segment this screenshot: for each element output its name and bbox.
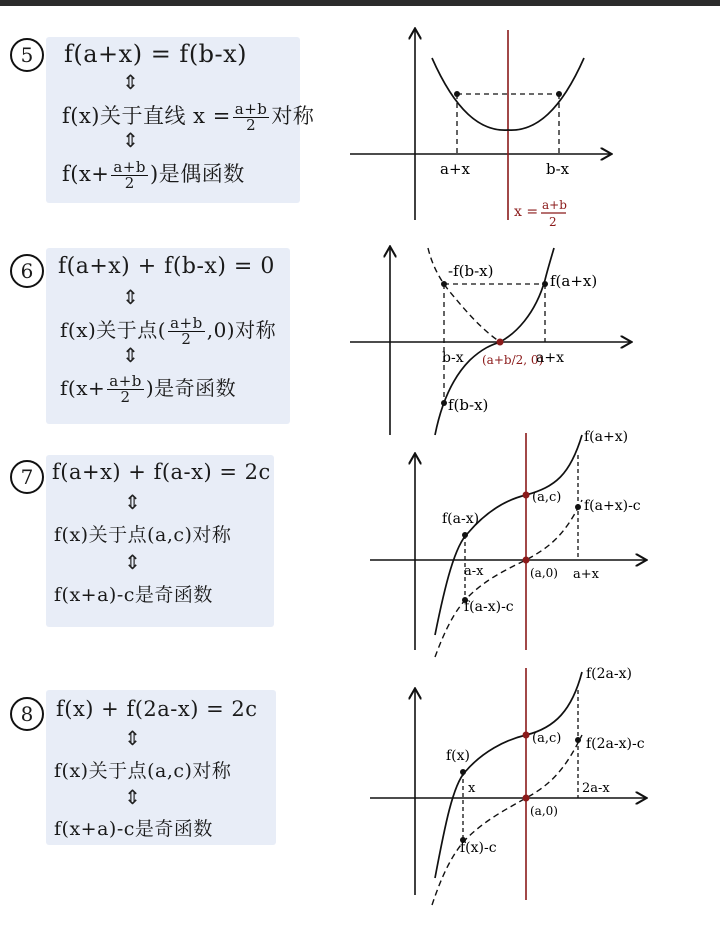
fraction bbox=[107, 374, 144, 405]
label-2ax: 2a-x bbox=[582, 781, 610, 796]
equivalence-arrow: ⇕ bbox=[124, 785, 141, 809]
equation: f(a+x) + f(b-x) = 0 bbox=[58, 254, 275, 279]
point bbox=[460, 769, 466, 775]
fraction-numerator: a+b bbox=[170, 314, 203, 332]
label-fxc: f(x)-c bbox=[460, 840, 497, 856]
symmetry-statement: f(x)关于点(a,c)对称 bbox=[54, 760, 232, 782]
label-f2ac: f(2a-x)-c bbox=[586, 736, 645, 752]
equivalence-arrow: ⇕ bbox=[124, 726, 141, 750]
label-fbx: f(b-x) bbox=[448, 396, 489, 414]
label-a0: (a,0) bbox=[530, 804, 558, 818]
function-statement bbox=[62, 158, 245, 191]
label-faxc-low: f(a-x)-c bbox=[464, 599, 514, 615]
center-point bbox=[497, 339, 504, 346]
curve bbox=[435, 672, 582, 878]
equivalence-arrow: ⇕ bbox=[124, 550, 141, 574]
label-ax: a+x bbox=[536, 350, 564, 366]
point bbox=[575, 504, 581, 510]
point bbox=[462, 532, 468, 538]
fraction-denominator: 2 bbox=[124, 174, 135, 192]
label-center: (a+b/2, 0) bbox=[482, 353, 544, 367]
point bbox=[542, 281, 548, 287]
label-ac: (a,c) bbox=[532, 490, 562, 505]
label-fx: f(x) bbox=[446, 748, 471, 764]
function-statement: f(x+a)-c是奇函数 bbox=[54, 584, 213, 606]
fraction-numerator: a+b bbox=[234, 100, 268, 118]
label-top: f(2a-x) bbox=[586, 666, 632, 682]
fraction-numerator: a+b bbox=[109, 372, 142, 390]
symmetry-text-end: ,0)对称 bbox=[206, 318, 277, 342]
axis-frac-num: a+b bbox=[542, 198, 567, 212]
graph-5 bbox=[340, 20, 620, 235]
label-a-plus-x: a+x bbox=[440, 160, 470, 178]
label-x: x bbox=[468, 781, 476, 796]
label-neg-fbx: -f(b-x) bbox=[448, 262, 494, 280]
equivalence-arrow: ⇕ bbox=[122, 70, 139, 94]
symmetry-statement bbox=[60, 314, 276, 347]
equivalence-arrow: ⇕ bbox=[122, 343, 139, 367]
symmetry-text-end: 对称 bbox=[271, 104, 315, 128]
function-statement bbox=[60, 372, 236, 405]
label-bx: b-x bbox=[442, 350, 464, 366]
function-text: f(x+ bbox=[62, 162, 110, 186]
equation: f(a+x) + f(a-x) = 2c bbox=[52, 460, 271, 484]
graph-8 bbox=[360, 660, 660, 910]
label-ax-pos: a+x bbox=[573, 567, 599, 582]
label-top: f(a+x) bbox=[584, 429, 629, 445]
fraction-numerator: a+b bbox=[113, 158, 147, 176]
function-text: f(x+ bbox=[60, 376, 106, 400]
label-faxc: f(a+x)-c bbox=[584, 498, 641, 514]
symmetry-text: f(x)关于直线 x = bbox=[62, 104, 231, 128]
point bbox=[454, 91, 460, 97]
top-border bbox=[0, 0, 720, 6]
point bbox=[575, 737, 581, 743]
fraction-denominator: 2 bbox=[120, 388, 131, 406]
item-number: 8 bbox=[10, 697, 44, 731]
label-ax-neg: a-x bbox=[464, 564, 484, 579]
fraction bbox=[233, 102, 270, 133]
point bbox=[441, 400, 447, 406]
equivalence-arrow: ⇕ bbox=[122, 285, 139, 309]
label-a0: (a,0) bbox=[530, 566, 558, 580]
function-text-end: )是偶函数 bbox=[150, 162, 245, 186]
graph-6 bbox=[340, 240, 640, 440]
symmetry-text: f(x)关于点( bbox=[60, 318, 167, 342]
label-fax: f(a+x) bbox=[550, 272, 598, 290]
origin-point bbox=[523, 557, 530, 564]
center-point bbox=[523, 732, 530, 739]
item-number: 7 bbox=[10, 460, 44, 494]
center-point bbox=[523, 492, 530, 499]
equivalence-arrow: ⇕ bbox=[124, 490, 141, 514]
item-number: 6 bbox=[10, 254, 44, 288]
origin-point bbox=[523, 795, 530, 802]
label-ac: (a,c) bbox=[532, 731, 562, 746]
axis-label: x = bbox=[514, 204, 539, 220]
fraction-denominator: 2 bbox=[246, 116, 257, 134]
fraction bbox=[168, 316, 205, 347]
point bbox=[556, 91, 562, 97]
label-b-minus-x: b-x bbox=[546, 160, 570, 178]
label-fax: f(a-x) bbox=[442, 511, 480, 527]
function-text-end: )是奇函数 bbox=[145, 376, 237, 400]
fraction-denominator: 2 bbox=[181, 330, 192, 348]
symmetry-statement: f(x)关于点(a,c)对称 bbox=[54, 524, 232, 546]
axis-frac-den: 2 bbox=[549, 215, 557, 229]
function-statement: f(x+a)-c是奇函数 bbox=[54, 818, 213, 840]
symmetry-statement bbox=[62, 100, 314, 133]
item-number: 5 bbox=[10, 38, 44, 72]
graph-7 bbox=[360, 425, 660, 660]
fraction bbox=[111, 160, 148, 191]
equivalence-arrow: ⇕ bbox=[122, 128, 139, 152]
point bbox=[441, 281, 447, 287]
equation: f(x) + f(2a-x) = 2c bbox=[56, 697, 258, 721]
equation: f(a+x) = f(b-x) bbox=[64, 40, 248, 68]
